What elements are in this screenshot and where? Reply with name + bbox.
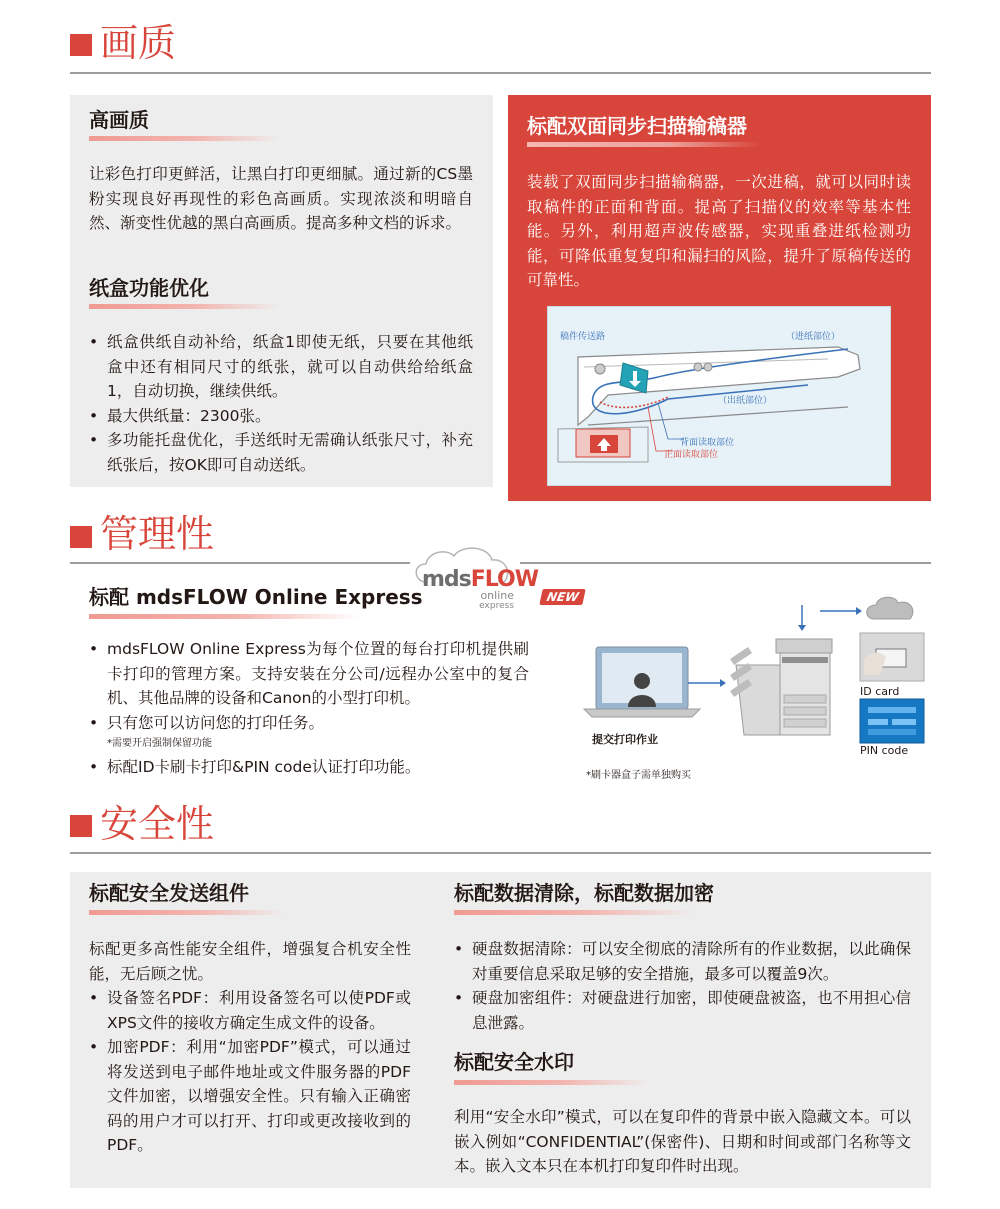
section-divider [70,562,410,564]
section-marker [70,34,92,56]
feeder-diagram [547,306,891,486]
bullet-item: • 标配ID卡刷卡打印&PIN code认证打印功能。 [89,755,529,780]
high-quality-heading: 高画质 [89,108,149,132]
heading-underline [454,1080,649,1085]
logo-text-express: express [479,601,514,611]
secure-send-intro: 标配更多高性能安全组件，增强复合机安全性能，无后顾之忧。 [89,940,411,983]
section-divider [520,562,931,564]
logo-text-mds: mds [422,567,471,592]
pin-code-caption: PIN code [860,744,909,757]
section-title-management: 管理性 [100,512,215,556]
printer-icon [730,639,832,735]
bullet-item: • 只有您可以访问您的打印任务。 [89,711,529,736]
bullet-item: • 多功能托盘优化，手送纸时无需确认纸张尺寸，补充纸张后，按OK即可自动送纸。 [89,428,473,477]
pin-pad-icon [860,699,924,743]
label-front-read: 正面读取部位 [664,450,719,460]
label-back-read: 背面读取部位 [680,438,735,448]
section-divider [70,72,931,74]
data-erase-bullets [454,937,911,1035]
heading-underline [527,142,762,147]
section-title-security: 安全性 [100,802,215,846]
bullet-item: • mdsFLOW Online Express为每个位置的每台打印机提供刷卡打印的管理方案。支持安装在分公司/远程办公室中的复合机、其他品牌的设备和Canon的小型打印机。 [89,637,529,711]
submit-job-caption: 提交打印作业 [592,733,658,746]
laptop-icon [584,647,700,717]
secure-send-heading: 标配安全发送组件 [89,881,249,905]
heading-underline [89,304,279,309]
mdsflow-logo [408,542,539,614]
label-paper-path: 稿件传送路 [560,332,606,342]
feeder-heading: 标配双面同步扫描输稿器 [527,114,747,138]
cassette-bullets [89,330,473,477]
logo-text-online: online [480,589,514,602]
heading-underline [89,136,279,141]
id-card-caption: ID card [860,685,900,698]
mdsflow-heading: 标配 mdsFLOW Online Express [89,585,423,609]
cassette-heading: 纸盒功能优化 [89,276,209,300]
heading-underline [89,910,284,915]
watermark-heading: 标配安全水印 [454,1050,574,1074]
cloud-icon [867,597,913,619]
bullet-item: • 加密PDF：利用“加密PDF”模式，可以通过将发送到电子邮件地址或文件服务器的PDF文件加密，以增强安全性。只有输入正确密码的用户才可以打开、打印或更改接收到的PDF。 [89,1035,411,1158]
logo-text-flow: FLOW [470,567,539,592]
section-divider [70,852,931,854]
bullet-item: • 硬盘数据清除：可以安全彻底的清除所有的作业数据，以此确保对重要信息采取足够的安全措施，最多可以覆盖9次。 [454,937,911,986]
high-quality-body: 让彩色打印更鲜活，让黑白打印更细腻。通过新的CS墨粉实现良好再现性的彩色高画质。实现浓淡和明暗自然、渐变性优越的黑白高画质。提高多种文档的诉求。 [89,165,473,232]
heading-underline [89,614,359,619]
data-erase-heading: 标配数据清除，标配数据加密 [454,881,714,905]
section-marker [70,815,92,837]
id-card-icon [860,633,924,681]
secure-send-content [89,937,411,1158]
card-reader-footnote: *刷卡器盒子需单独购买 [586,770,691,781]
bullet-item: • 最大供纸量：2300张。 [89,404,473,429]
section-marker [70,526,92,548]
label-feed-out: （出纸部位） [718,396,773,406]
new-badge: NEW [539,589,586,605]
bullet-item: • 设备签名PDF：利用设备签名可以使PDF或XPS文件的接收方确定生成文件的设备。 [89,986,411,1035]
heading-underline [454,910,694,915]
mdsflow-bullets [89,637,529,780]
label-feed-in: （进纸部位） [786,332,841,342]
watermark-body: 利用“安全水印”模式，可以在复印件的背景中嵌入隐藏文本。可以嵌入例如“CONFIDENTIAL”(保密件)、日期和时间或部门名称等文本。嵌入文本只在本机打印复印件时出现。 [454,1108,911,1175]
feeder-body: 装载了双面同步扫描输稿器，一次进稿，就可以同时读取稿件的正面和背面。提高了扫描仪的效率等基本性能。另外，利用超声波传感器，实现重叠进纸检测功能，可降低重复复印和漏扫的风险，提升了原稿传送的可靠性。 [527,173,911,289]
footnote: *需要开启强制保留功能 [107,738,212,749]
section-title-quality: 画质 [100,21,177,65]
bullet-item: • 硬盘加密组件：对硬盘进行加密，即使硬盘被盗，也不用担心信息泄露。 [454,986,911,1035]
bullet-item: • 纸盒供纸自动补给，纸盒1即使无纸，只要在其他纸盒中还有相同尺寸的纸张，就可以自动供给给纸盒1，自动切换，继续供纸。 [89,330,473,404]
